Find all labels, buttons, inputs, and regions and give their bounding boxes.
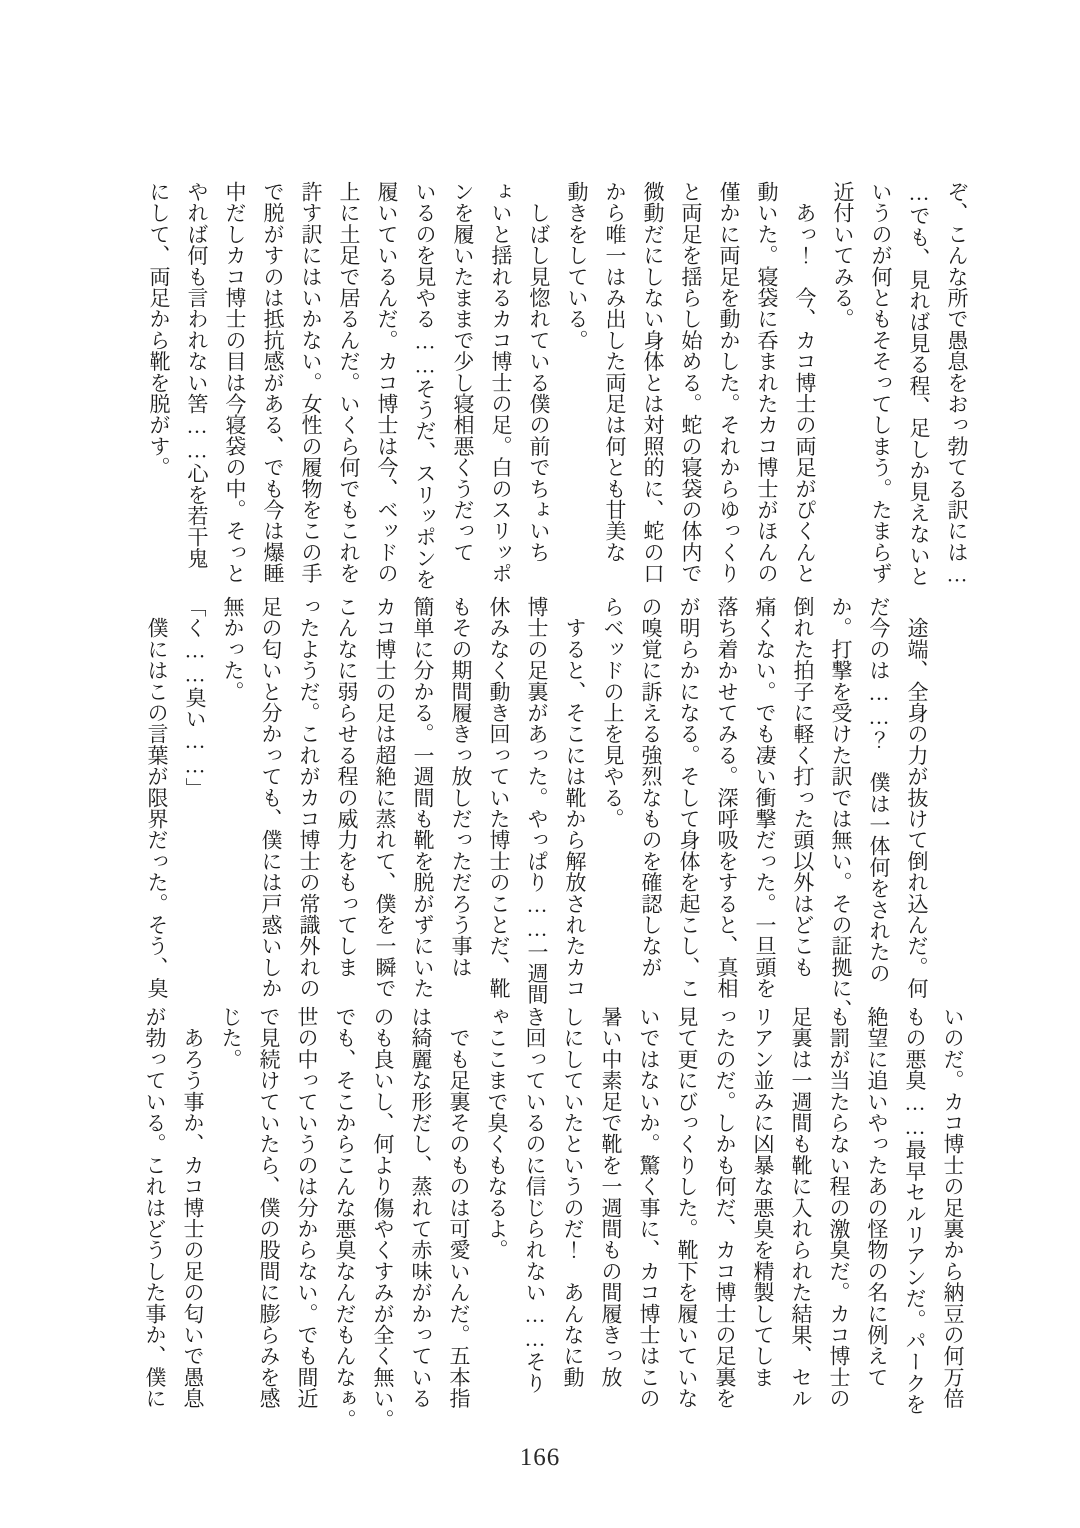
text-line: しにしていたというのだ！ あんなに動 xyxy=(561,1006,585,1388)
text-line: いうのが何ともそそってしまう。たまらず xyxy=(869,181,893,584)
text-line: 休みなく動き回っていた博士のことだ、靴 xyxy=(487,596,511,999)
text-line: 許す訳にはいかない。女性の履物をこの手 xyxy=(299,181,323,584)
text-line: …でも、見れば見る程、足しか見えないと xyxy=(907,181,931,587)
text-line: いるのを見やる……そうだ、スリッポンを xyxy=(413,181,437,590)
text-line: き回っているのに信じられない……そり xyxy=(523,1006,547,1394)
text-line: ゃここまで臭くもなるよ。 xyxy=(485,1006,509,1261)
text-line: 世の中っていうのは分からない。でも間近 xyxy=(295,1006,319,1409)
text-line: ンを履いたままで少し寝相悪くうだって xyxy=(451,181,475,563)
text-line: いではないか。驚く事に、カコ博士はこの xyxy=(637,1006,661,1409)
text-line: 途端、全身の力が抜けて倒れ込んだ。何 xyxy=(905,596,929,999)
text-line: リアン並みに凶暴な悪臭を精製してしま xyxy=(751,1006,775,1388)
text-line: 足裏は一週間も靴に入れられた結果、セル xyxy=(789,1006,813,1409)
text-line: 落ち着かせてみる。深呼吸をすると、真相 xyxy=(715,596,739,999)
text-line: ったようだ。これがカコ博士の常識外れの xyxy=(297,596,321,999)
text-line: が明らかになる。そして身体を起こし、こ xyxy=(677,596,701,999)
text-line: か。打撃を受けた訳では無い。その証拠に、 xyxy=(829,596,853,1020)
text-line: 無かった。 xyxy=(221,596,245,702)
text-line: ったのだ。しかも何だ、カコ博士の足裏を xyxy=(713,1006,737,1409)
text-line: ぞ、こんな所で愚息をおっ勃てる訳には… xyxy=(945,181,969,587)
page-number: 166 xyxy=(519,1444,561,1471)
text-line: のも良いし、何より傷やくすみが全く無い。 xyxy=(371,1006,395,1430)
text-line: だ今のは……？ 僕は一体何をされたの xyxy=(867,596,891,984)
text-line: にして、両足から靴を脱がす。 xyxy=(147,181,171,478)
text-line: が勃っている。これはどうした事か、僕に xyxy=(143,1006,167,1409)
text-line: 絶望に追いやったあの怪物の名に例えて xyxy=(865,1006,889,1388)
text-line: 僕にはこの言葉が限界だった。そう、臭 xyxy=(145,596,169,999)
text-line: の嗅覚に訴える強烈なものを確認しなが xyxy=(639,596,663,978)
text-line: 見て更にびっくりした。靴下を履いていな xyxy=(675,1006,699,1409)
text-line: やれば何も言われない筈……心を若干鬼 xyxy=(185,181,209,569)
text-line: カコ博士の足は超絶に蒸れて、僕を一瞬で xyxy=(373,596,397,999)
text-line: 動きをしている。 xyxy=(565,181,589,351)
text-line: で見続けていたら、僕の股間に膨らみを感 xyxy=(257,1006,281,1409)
text-line: 上に土足で居るんだ。いくら何でもこれを xyxy=(337,181,361,584)
text-line: 倒れた拍子に軽く打った頭以外はどこも xyxy=(791,596,815,978)
text-line: 足の匂いと分かっても、僕には戸惑いしか xyxy=(259,596,283,999)
text-line: もその期間履きっ放しだっただろう事は xyxy=(449,596,473,978)
text-line: でも、そこからこんな悪臭なんだもんなぁ。 xyxy=(333,1006,357,1430)
text-line: 履いているんだ。カコ博士は今、ベッドの xyxy=(375,181,399,584)
text-line: 「く……臭い……」 xyxy=(183,596,207,799)
text-line: 微動だにしない身体とは対照的に、蛇の口 xyxy=(641,181,665,584)
text-line: 近付いてみる。 xyxy=(831,181,855,330)
text-line: 僅かに両足を動かした。それからゆっくり xyxy=(717,181,741,584)
text-line: しばし見惚れている僕の前でちょいち xyxy=(527,181,551,563)
text-line: 痛くない。でも凄い衝撃だった。一旦頭を xyxy=(753,596,777,999)
text-line: あっ！ 今、カコ博士の両足がぴくんと xyxy=(793,181,817,584)
text-line: と両足を揺らし始める。蛇の寝袋の体内で xyxy=(679,181,703,584)
text-line: こんなに弱らせる程の威力をもってしま xyxy=(335,596,359,978)
text-line: から唯一はみ出した両足は何とも甘美な xyxy=(603,181,627,563)
text-line: 簡単に分かる。一週間も靴を脱がずにいた xyxy=(411,596,435,999)
text-line: は綺麗な形だし、蒸れて赤味がかっている xyxy=(409,1006,433,1409)
text-line: も罰が当たらない程の激臭だ。カコ博士の xyxy=(827,1006,851,1409)
text-line: でも足裏そのものは可愛いんだ。五本指 xyxy=(447,1006,471,1409)
text-band-top xyxy=(140,181,976,607)
text-line: 動いた。寝袋に呑まれたカコ博士がほんの xyxy=(755,181,779,584)
text-line: もの悪臭……最早セルリアンだ。パークを xyxy=(903,1006,927,1415)
text-line: 暑い中素足で靴を一週間もの間履きっ放 xyxy=(599,1006,623,1388)
text-line: あろう事か、カコ博士の足の匂いで愚息 xyxy=(181,1006,205,1409)
text-band-middle xyxy=(138,596,936,1022)
text-band-bottom xyxy=(136,1006,972,1432)
text-line: いのだ。カコ博士の足裏から納豆の何万倍 xyxy=(941,1006,965,1409)
text-line: で脱がすのは抵抗感がある、でも今は爆睡 xyxy=(261,181,285,584)
text-line: 博士の足裏があった。やっぱり……一週間 xyxy=(525,596,549,1005)
text-line: じた。 xyxy=(219,1006,243,1070)
text-line: ょいと揺れるカコ博士の足。白のスリッポ xyxy=(489,181,513,584)
text-line: すると、そこには靴から解放されたカコ xyxy=(563,596,587,999)
text-line: 中だしカコ博士の目は今寝袋の中。そっと xyxy=(223,181,247,584)
text-line: らベッドの上を見やる。 xyxy=(601,596,625,830)
